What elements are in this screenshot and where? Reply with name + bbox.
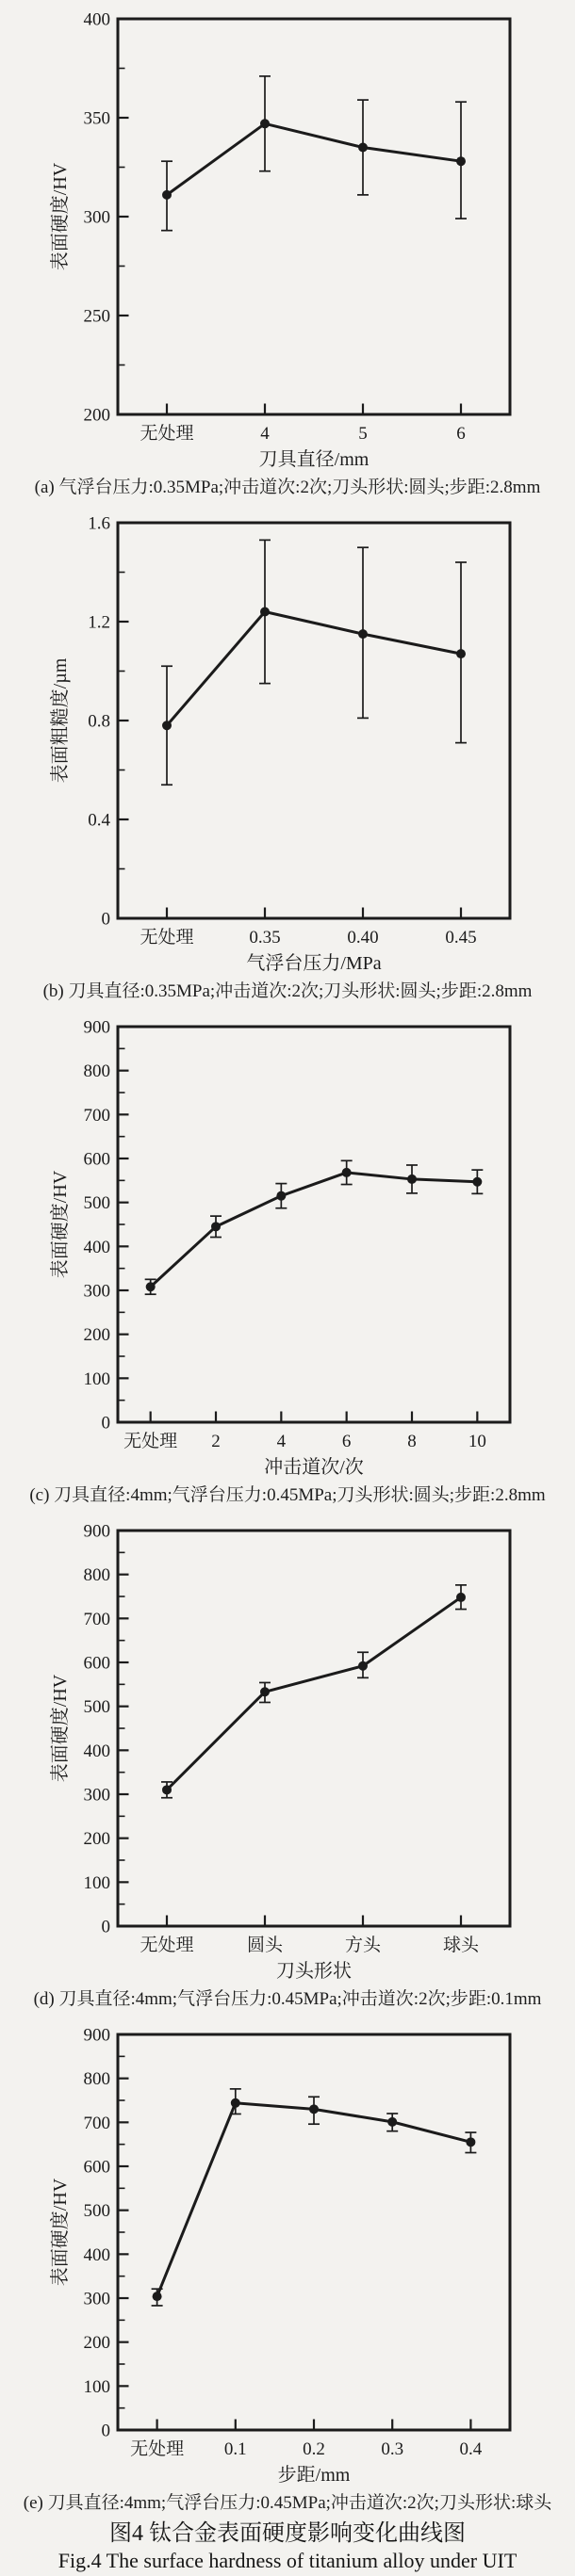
svg-text:100: 100: [83, 2376, 110, 2397]
svg-text:0.45: 0.45: [445, 928, 477, 948]
svg-text:6: 6: [456, 424, 466, 444]
svg-text:0.4: 0.4: [459, 2439, 483, 2459]
panel-b: [0, 504, 575, 1008]
svg-text:0: 0: [101, 909, 110, 930]
svg-text:800: 800: [83, 2069, 110, 2090]
svg-text:200: 200: [83, 1325, 110, 1346]
panel-b-chart: [0, 504, 575, 980]
svg-text:800: 800: [83, 1565, 110, 1586]
svg-text:700: 700: [83, 1105, 110, 1126]
svg-text:900: 900: [83, 1017, 110, 1038]
svg-text:2: 2: [211, 1432, 221, 1451]
svg-text:步距/mm: 步距/mm: [277, 2465, 351, 2486]
svg-text:200: 200: [83, 2333, 110, 2354]
svg-text:500: 500: [83, 1193, 110, 1214]
panel-a-caption: (a) 气浮台压力:0.35MPa;冲击道次:2次;刀头形状:圆头;步距:2.8mm: [34, 478, 541, 497]
svg-text:0.2: 0.2: [303, 2439, 325, 2459]
svg-text:900: 900: [83, 1521, 110, 1542]
svg-text:1.6: 1.6: [88, 513, 110, 534]
panel-a: [0, 0, 575, 504]
svg-text:350: 350: [83, 108, 110, 129]
svg-text:方头: 方头: [344, 1936, 382, 1955]
svg-text:400: 400: [83, 2244, 110, 2265]
panel-a-chart: [0, 0, 575, 476]
svg-text:700: 700: [83, 1609, 110, 1629]
svg-text:圆头: 圆头: [246, 1936, 284, 1955]
svg-text:8: 8: [407, 1432, 417, 1451]
svg-text:0.3: 0.3: [381, 2439, 404, 2459]
svg-text:800: 800: [83, 1061, 110, 1082]
panel-e-chart: [0, 2016, 575, 2491]
svg-text:400: 400: [83, 1237, 110, 1257]
svg-text:0.35: 0.35: [249, 928, 281, 948]
svg-text:700: 700: [83, 2113, 110, 2133]
svg-text:表面粗糙度/µm: 表面粗糙度/µm: [50, 657, 71, 784]
svg-text:4: 4: [276, 1432, 287, 1451]
svg-text:0.1: 0.1: [223, 2439, 247, 2459]
svg-text:300: 300: [83, 2289, 110, 2309]
panel-c-chart: [0, 1008, 575, 1483]
svg-text:球头: 球头: [442, 1936, 480, 1955]
svg-text:0: 0: [101, 2421, 110, 2441]
svg-text:600: 600: [83, 1149, 110, 1170]
svg-text:100: 100: [83, 1369, 110, 1389]
svg-text:1.2: 1.2: [88, 612, 110, 633]
panel-e-caption: (e) 刀具直径:4mm;气浮台压力:0.45MPa;冲击道次:2次;刀头形状:球头: [23, 2493, 552, 2513]
svg-text:500: 500: [83, 1697, 110, 1718]
panel-d-chart: [0, 1512, 575, 1987]
panel-e: [0, 2016, 575, 2519]
svg-text:无处理: 无处理: [130, 2439, 185, 2459]
svg-text:气浮台压力/MPa: 气浮台压力/MPa: [246, 953, 382, 974]
svg-text:0: 0: [101, 1413, 110, 1434]
svg-text:10: 10: [468, 1432, 486, 1451]
svg-text:表面硬度/HV: 表面硬度/HV: [50, 1170, 71, 1279]
svg-text:4: 4: [260, 424, 270, 444]
svg-text:无处理: 无处理: [140, 928, 194, 948]
svg-text:5: 5: [358, 424, 368, 444]
figure-titles: [0, 2519, 575, 2576]
svg-text:600: 600: [83, 1653, 110, 1674]
svg-text:250: 250: [83, 306, 110, 327]
svg-text:0: 0: [101, 1917, 110, 1937]
svg-text:0.8: 0.8: [88, 711, 110, 732]
svg-text:200: 200: [83, 405, 110, 426]
svg-text:表面硬度/HV: 表面硬度/HV: [50, 1674, 71, 1783]
svg-text:0.4: 0.4: [88, 810, 110, 831]
svg-text:300: 300: [83, 207, 110, 228]
svg-text:900: 900: [83, 2025, 110, 2046]
figure-title-cn: 图4 钛合金表面硬度影响变化曲线图: [109, 2521, 466, 2546]
panel-d-caption: (d) 刀具直径:4mm;气浮台压力:0.45MPa;冲击道次:2次;步距:0.1mm: [33, 1989, 542, 2009]
svg-text:无处理: 无处理: [123, 1432, 178, 1451]
svg-text:0.40: 0.40: [347, 928, 379, 948]
svg-text:刀具直径/mm: 刀具直径/mm: [258, 449, 370, 470]
svg-text:表面硬度/HV: 表面硬度/HV: [50, 2178, 71, 2287]
svg-text:冲击道次/次: 冲击道次/次: [264, 1457, 364, 1478]
panel-c-caption: (c) 刀具直径:4mm;气浮台压力:0.45MPa;刀头形状:圆头;步距:2.8mm: [29, 1485, 546, 1505]
svg-text:300: 300: [83, 1281, 110, 1302]
svg-text:300: 300: [83, 1785, 110, 1806]
svg-text:600: 600: [83, 2157, 110, 2178]
svg-text:400: 400: [83, 9, 110, 30]
panel-b-caption: (b) 刀具直径:0.35MPa;冲击道次:2次;刀头形状:圆头;步距:2.8mm: [42, 981, 533, 1001]
svg-text:无处理: 无处理: [140, 1936, 194, 1955]
svg-text:无处理: 无处理: [140, 424, 194, 444]
svg-text:6: 6: [341, 1432, 352, 1451]
svg-text:刀头形状: 刀头形状: [276, 1961, 352, 1982]
panel-d: [0, 1512, 575, 2016]
svg-text:表面硬度/HV: 表面硬度/HV: [50, 162, 71, 271]
svg-text:200: 200: [83, 1829, 110, 1850]
svg-text:400: 400: [83, 1741, 110, 1761]
svg-text:500: 500: [83, 2201, 110, 2222]
panel-c: [0, 1008, 575, 1512]
svg-text:100: 100: [83, 1872, 110, 1893]
figure-title-en: Fig.4 The surface hardness of titanium alloy under UIT: [58, 2549, 518, 2572]
